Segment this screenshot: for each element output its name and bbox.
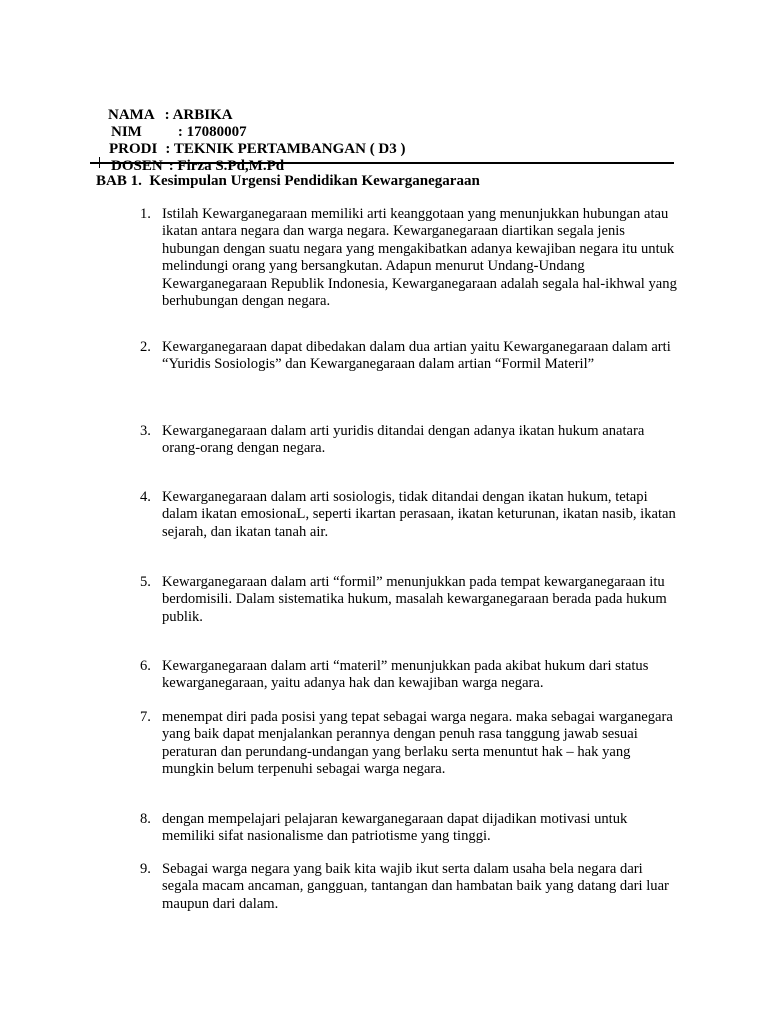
list-item — [140, 861, 680, 913]
nim-value: : 17080007 — [177, 124, 247, 140]
nama-label: NAMA — [108, 107, 155, 123]
item-number: 7. — [140, 709, 151, 725]
prodi-label: PRODI — [109, 141, 158, 157]
item-text: Kewarganegaraan dalam arti yuridis ditandai dengan adanya ikatan hukum anatara orang-orang dengan negara. — [162, 423, 645, 457]
item-text: Kewarganegaraan dapat dibedakan dalam dua artian yaitu Kewarganegaraan dalam arti “Yuridis Sosiologis” dan Kewarganegaraan dalam artian “Formil Materil” — [162, 339, 671, 373]
item-text: Istilah Kewarganegaraan memiliki arti keanggotaan yang menunjukkan hubungan atau ikatan antara negara dan warga negara. Kewarganegaraan diartikan segala jenis hubungan dengan suatu negara yang mengakibatkan adanya kewajiban negara itu untuk melindungi orang yang bersangkutan. Adapun menurut Undang-Undang Kewarganegaraan Republik Indonesia, Kewarganegaraan adalah segala hal-ikhwal yang berhubungan dengan negara. — [162, 206, 677, 310]
nama-value: : ARBIKA — [164, 107, 233, 123]
list-item — [140, 423, 680, 458]
dosen-value: : Firza S.Pd,M.Pd — [168, 158, 285, 174]
item-number: 6. — [140, 658, 151, 674]
item-number: 5. — [140, 574, 151, 590]
divider-tick — [99, 157, 100, 168]
nim-label: NIM — [111, 124, 142, 140]
item-number: 8. — [140, 811, 151, 827]
list-item — [140, 709, 680, 779]
list-item — [140, 574, 680, 626]
list-item — [140, 339, 680, 374]
list-item — [140, 206, 680, 310]
prodi-value: : TEKNIK PERTAMBANGAN ( D3 ) — [165, 141, 406, 157]
list-item — [140, 489, 680, 541]
item-text: dengan mempelajari pelajaran kewarganegaraan dapat dijadikan motivasi untuk memiliki sifat nasionalisme dan patriotisme yang tinggi. — [162, 811, 628, 845]
item-text: menempat diri pada posisi yang tepat sebagai warga negara. maka sebagai warganegara yang baik dapat menjalankan perannya dengan penuh rasa tanggung jawab sesuai peraturan dan perundang-undangan yang berlaku serta menuntut hak – hak yang mungkin belum terpenuhi sebagai warga negara. — [162, 709, 673, 778]
item-number: 4. — [140, 489, 151, 505]
item-text: Kewarganegaraan dalam arti sosiologis, tidak ditandai dengan ikatan hukum, tetapi dalam ikatan emosionaL, seperti ikartan perasaan, ikatan keturunan, ikatan nasib, ikatan sejarah, dan ikatan tanah air. — [162, 489, 676, 540]
item-number: 3. — [140, 423, 151, 439]
list-item — [140, 658, 680, 693]
item-number: 1. — [140, 206, 151, 222]
item-text: Kewarganegaraan dalam arti “materil” menunjukkan pada akibat hukum dari status kewarganegaraan, yaitu adanya hak dan kewajiban warga negara. — [162, 658, 649, 692]
header-divider — [90, 162, 674, 164]
item-number: 9. — [140, 861, 151, 877]
item-number: 2. — [140, 339, 151, 355]
dosen-label: DOSEN — [111, 158, 163, 174]
item-text: Kewarganegaraan dalam arti “formil” menunjukkan pada tempat kewarganegaraan itu berdomisili. Dalam sistematika hukum, masalah kewarganegaraan berada pada hukum publik. — [162, 574, 667, 625]
section-title: BAB 1. Kesimpulan Urgensi Pendidikan Kewarganegaraan — [96, 173, 480, 189]
item-text: Sebagai warga negara yang baik kita wajib ikut serta dalam usaha bela negara dari segala macam ancaman, gangguan, tantangan dan hambatan baik yang datang dari luar maupun dari dalam. — [162, 861, 669, 912]
list-item — [140, 811, 680, 846]
